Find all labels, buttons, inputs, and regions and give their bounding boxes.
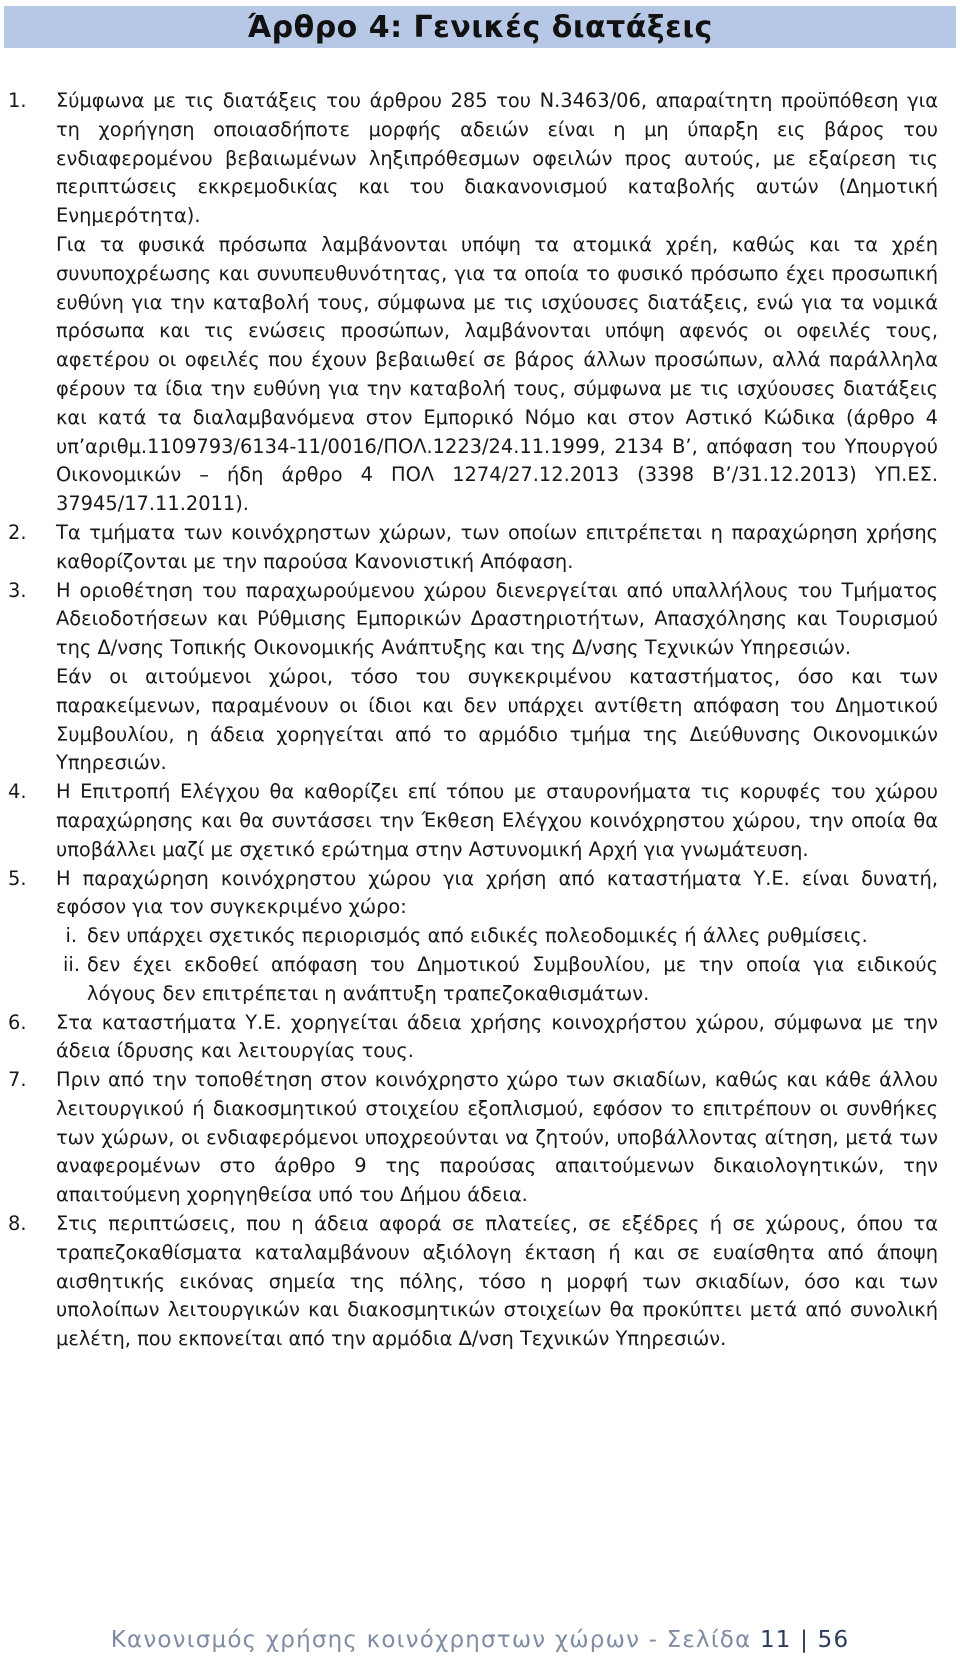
paragraph: Στα καταστήματα Υ.Ε. χορηγείται άδεια χρήσης κοινοχρήστου χώρου, σύμφωνα με την άδεια ίδρυσης και λειτουργίας τους. [56, 1010, 938, 1063]
paragraph: Σύμφωνα με τις διατάξεις του άρθρου 285 του Ν.3463/06, απαραίτητη προϋπόθεση για τη χορήγηση οποιασδήποτε μορφής αδειών είναι η μη ύπαρξη εις βάρος του ενδιαφερομένου βεβαιωμένων ληξιπρόθεσμων οφειλών προς αυτούς, με εξαίρεση τις περιπτώσεις εκκρεμοδικίας και του διακανονισμού καταβολής αυτών (Δημοτική Ενημερότητα). [56, 89, 938, 228]
paragraph: Στις περιπτώσεις, που η άδεια αφορά σε πλατείες, σε εξέδρες ή σε χώρους, όπου τα τραπεζοκαθίσματα καταλαμβάνουν αξιόλογη έκταση ή και σε ευαίσθητα από άποψη αισθητικής εικόνας σημεία της πόλης, τόσο η μορφή των σκιαδίων, όσο και των υπολοίπων λειτουργικών και διακοσμητικών στοιχείων θα προκύπτει μετά από συνολική μελέτη, που εκπονείται από την αρμόδια Δ/νση Τεχνικών Υπηρεσιών. [56, 1212, 938, 1351]
item-number: 2. [8, 520, 27, 544]
footer-label: Κανονισμός χρήσης κοινόχρηστων χώρων - Σελίδα [110, 1627, 752, 1653]
sub-paragraph: δεν έχει εκδοθεί απόφαση του Δημοτικού Συμβουλίου, με την οποία για ειδικούς λόγους δεν επιτρέπεται η ανάπτυξη τραπεζοκαθισμάτων. [87, 952, 938, 1005]
article-body [0, 87, 960, 1354]
list-item [0, 87, 960, 519]
list-item [0, 1066, 960, 1210]
footer-separator: | [800, 1627, 810, 1653]
item-number: 7. [8, 1068, 27, 1092]
list-item [0, 1210, 960, 1354]
list-item [0, 577, 960, 779]
paragraph: Πριν από την τοποθέτηση στον κοινόχρηστο χώρο των σκιαδίων, καθώς και κάθε άλλου λειτουργικού ή διακοσμητικού στοιχείου εξοπλισμού, εφόσον το επιτρέπουν οι συνθήκες των χώρων, οι ενδιαφερόμενοι υποχρεούνται να ζητούν, υποβάλλοντας αίτηση, μετά των αναφερομένων στο άρθρο 9 της παρούσας απαιτούμενων δικαιολογητικών, την απαιτούμενη χορηγηθείσα υπό του Δήμου άδεια. [56, 1068, 938, 1207]
list-item [0, 519, 960, 577]
sub-paragraph: δεν υπάρχει σχετικός περιορισμός από ειδικές πολεοδομικές ή άλλες ρυθμίσεις. [87, 924, 868, 948]
paragraph: Η παραχώρηση κοινόχρηστου χώρου για χρήση από καταστήματα Υ.Ε. είναι δυνατή, εφόσον για τον συγκεκριμένο χώρο: [56, 866, 938, 919]
list-item [0, 865, 960, 923]
paragraph: Η Επιτροπή Ελέγχου θα καθορίζει επί τόπου με σταυρονήματα τις κορυφές του χώρου παραχώρησης και θα συντάσσει την Έκθεση Ελέγχου κοινόχρηστου χώρου, την οποία θα υποβάλλει μαζί με σχετικό ερώτημα στην Αστυνομική Αρχή για γνωμάτευση. [56, 780, 938, 861]
paragraph: Η οριοθέτηση του παραχωρούμενου χώρου διενεργείται από υπαλλήλους του Τμήματος Αδειοδοτήσεων και Ρύθμισης Εμπορικών Δραστηριοτήτων, Απασχόλησης και Τουρισμού της Δ/νσης Τοπικής Οικονομικής Ανάπτυξης και της Δ/νσης Τεχνικών Υπηρεσιών. [56, 578, 938, 660]
article-title-bar [4, 6, 956, 48]
item-number: 5. [8, 866, 27, 890]
paragraph: Τα τμήματα των κοινόχρηστων χώρων, των οποίων επιτρέπεται η παραχώρηση χρήσης καθορίζονται με την παρούσα Κανονιστική Απόφαση. [56, 520, 938, 573]
list-item [0, 778, 960, 864]
sub-list-item [0, 922, 960, 951]
item-number: 4. [8, 780, 27, 804]
sub-item-number: i. [65, 924, 77, 948]
sub-item-number: ii. [63, 952, 80, 976]
list-item [0, 1009, 960, 1067]
item-number: 8. [8, 1212, 27, 1236]
article-title: Άρθρο 4: Γενικές διατάξεις [247, 9, 713, 45]
item-number: 6. [8, 1010, 27, 1034]
page-footer [0, 1627, 960, 1653]
page-number: 11 [759, 1627, 792, 1653]
sub-list-item [0, 951, 960, 1009]
page-total: 56 [817, 1627, 850, 1653]
item-number: 3. [8, 578, 27, 602]
paragraph: Για τα φυσικά πρόσωπα λαμβάνονται υπόψη τα ατομικά χρέη, καθώς και τα χρέη συνυποχρέωσης και συνυπευθυνότητας, για τα οποία το φυσικό πρόσωπο έχει προσωπική ευθύνη για την καταβολή τους, σύμφωνα με τις ισχύουσες διατάξεις, ενώ για τα νομικά πρόσωπα και τις ενώσεις προσώπων, λαμβάνονται υπόψη αφενός οι οφειλές τους, αφετέρου οι οφειλές που έχουν βεβαιωθεί σε βάρος άλλων προσώπων, αλλά παράλληλα φέρουν τα ίδια την ευθύνη για την καταβολή τους, σύμφωνα με τις ισχύουσες διατάξεις και κατά τα διαλαμβανόμενα στον Εμπορικό Νόμο και στον Αστικό Κώδικα (άρθρο 4 υπ’αριθμ.1109793/6134-11/0016/ΠΟΛ.1223/24.11.1999, 2134 Β’, απόφαση του Υπουργού Οικονομικών – ήδη άρθρο 4 ΠΟΛ 1274/27.12.2013 (3398 Β’/31.12.2013) ΥΠ.ΕΣ. 37945/17.11.2011). [56, 232, 938, 516]
paragraph: Εάν οι αιτούμενοι χώροι, τόσο του συγκεκριμένου καταστήματος, όσο και των παρακείμενων, παραμένουν οι ίδιοι και δεν υπάρχει αντίθετη απόφαση του Δημοτικού Συμβουλίου, η άδεια χορηγείται από το αρμόδιο τμήμα της Διεύθυνσης Οικονομικών Υπηρεσιών. [56, 664, 938, 775]
item-number: 1. [8, 89, 27, 112]
